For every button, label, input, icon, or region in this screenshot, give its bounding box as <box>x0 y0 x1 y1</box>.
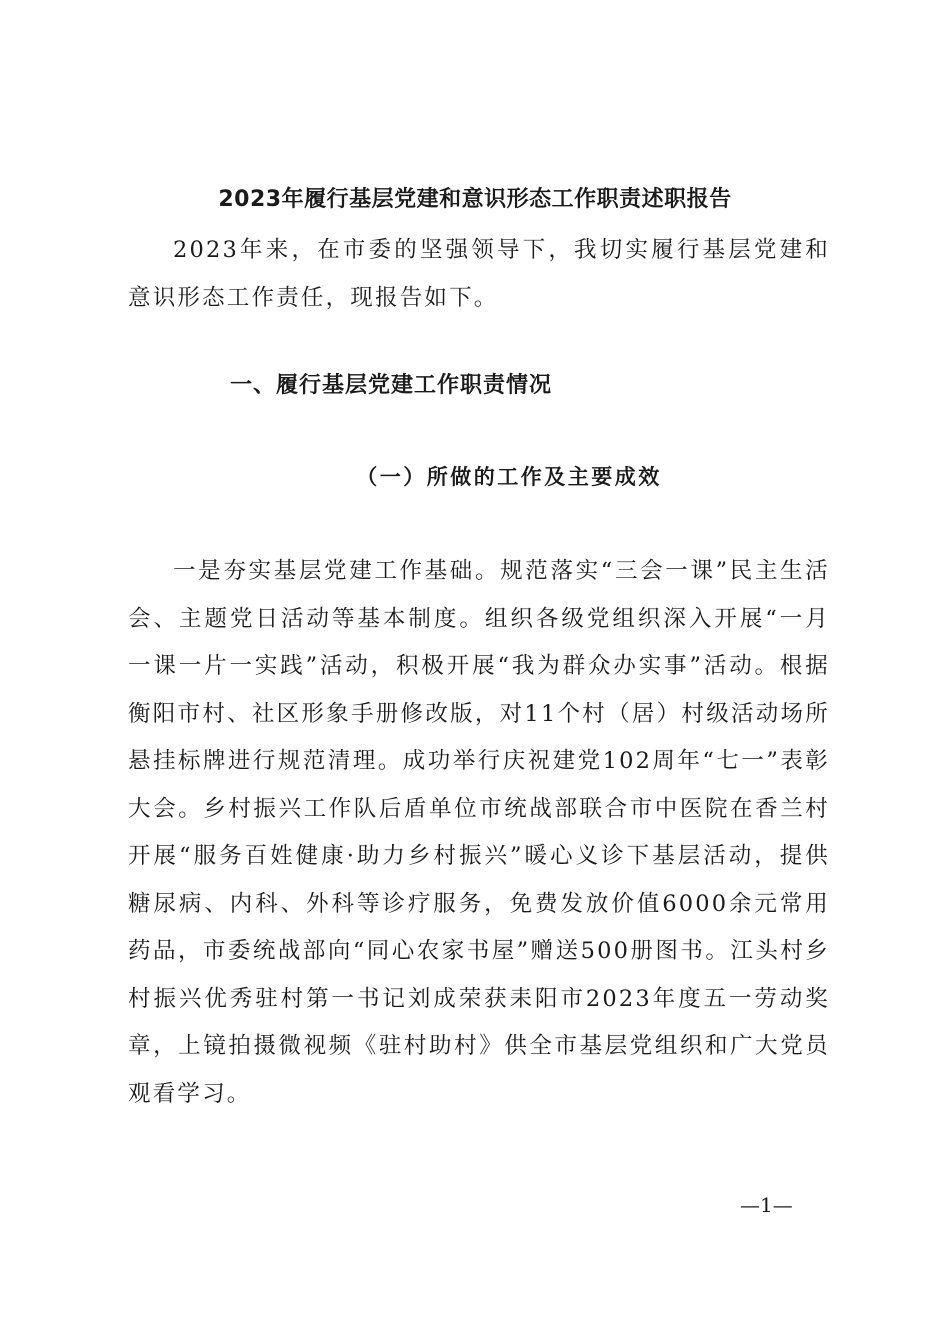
document-title: 2023年履行基层党建和意识形态工作职责述职报告 <box>218 187 732 212</box>
section-heading: 一、履行基层党建工作职责情况 <box>230 373 553 398</box>
page-number: —1— <box>740 1193 793 1217</box>
intro-paragraph: 2023年来，在市委的坚强领导下，我切实履行基层党建和意识形态工作责任，现报告如下。 <box>128 237 830 311</box>
body-paragraph: 一是夯实基层党建工作基础。规范落实“三会一课”民主生活会、主题党日活动等基本制度。组织各级党组织深入开展“一月一课一片一实践”活动，积极开展“我为群众办实事”活动。根据衡阳市村、社区形象手册修改版，对11个村（居）村级活动场所悬挂标牌进行规范清理。成功举行庆祝建党102周年“七一”表彰大会。乡村振兴工作队后盾单位市统战部联合市中医院在香兰村开展“服务百姓健康·助力乡村振兴”暖心义诊下基层活动，提供糖尿病、内科、外科等诊疗服务，免费发放价值6000余元常用药品，市委统战部向“同心农家书屋”赠送500册图书。江头村乡村振兴优秀驻村第一书记刘成荣获耒阳市2023年度五一劳动奖章，上镜拍摄微视频《驻村助村》供全市基层党组织和广大党员观看学习。 <box>128 558 830 1107</box>
subsection-heading: （一）所做的工作及主要成效 <box>356 464 662 489</box>
